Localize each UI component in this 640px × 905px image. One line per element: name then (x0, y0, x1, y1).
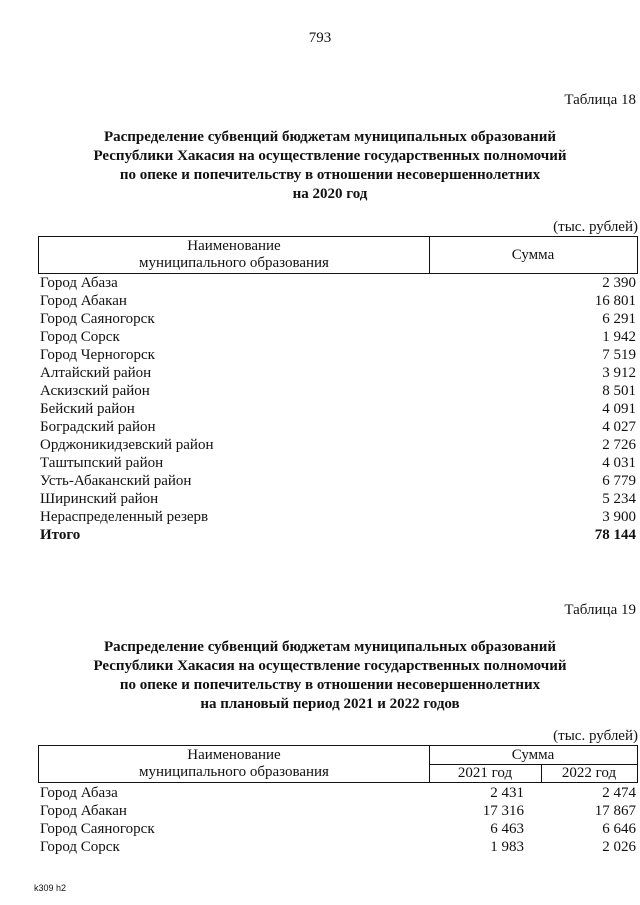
total-label: Итого (40, 527, 81, 543)
row-name: Боградский район (40, 419, 156, 435)
table-19-units: (тыс. рублей) (553, 728, 638, 744)
row-name: Город Саяногорск (40, 821, 155, 837)
footer-code: k309 h2 (34, 883, 67, 893)
row-name: Таштыпский район (40, 455, 164, 471)
table-row (38, 802, 638, 820)
table-row (38, 274, 638, 292)
total-value: 78 144 (594, 527, 636, 543)
table-19-title: Распределение субвенций бюджетам муниципальных образований Республики Хакасия на осуществление государственных полномочий по опеке и попечительству в отношении несовершеннолетних на плановый период 2021 и 2022 годов (93, 639, 567, 712)
row-name: Усть-Абаканский район (40, 473, 192, 489)
row-value-2021: 1 983 (490, 839, 524, 855)
table-row (38, 310, 638, 328)
header-year-2022: 2022 год (561, 765, 617, 781)
row-value-2022: 6 646 (602, 821, 636, 837)
table-18-label: Таблица 18 (564, 92, 636, 108)
header-year-2021: 2021 год (429, 764, 542, 782)
row-value: 8 501 (602, 383, 636, 399)
row-value: 6 779 (602, 473, 636, 489)
row-value: 3 900 (602, 509, 636, 525)
row-name: Город Саяногорск (40, 311, 155, 327)
table-row (38, 454, 638, 472)
table-row (38, 472, 638, 490)
table-row (38, 346, 638, 364)
row-name: Город Сорск (40, 839, 120, 855)
table-row (38, 436, 638, 454)
table-19-header (38, 745, 638, 783)
row-value: 2 726 (602, 437, 636, 453)
row-name: Орджоникидзевский район (40, 437, 214, 453)
table-18-header (38, 236, 638, 274)
table-row (38, 418, 638, 436)
row-value-2021: 2 431 (490, 785, 524, 801)
row-value: 4 031 (602, 455, 636, 471)
table-row (38, 820, 638, 838)
row-name: Аскизский район (40, 383, 150, 399)
table-18-title: Распределение субвенций бюджетам муниципальных образований Республики Хакасия на осуществление государственных полномочий по опеке и попечительству в отношении несовершеннолетних на 2020 год (93, 129, 567, 202)
table-row (38, 838, 638, 856)
row-value-2022: 17 867 (594, 803, 636, 819)
header-sum-cell: Сумма (511, 247, 555, 263)
table-row (38, 364, 638, 382)
row-value-2022: 2 026 (602, 839, 636, 855)
page-number: 793 (308, 30, 332, 46)
table-row (38, 784, 638, 802)
row-name: Алтайский район (40, 365, 152, 381)
table-row (38, 328, 638, 346)
row-name: Бейский район (40, 401, 135, 417)
table-row (38, 400, 638, 418)
row-name: Нераспределенный резерв (40, 509, 209, 525)
header-name-cell: Наименование муниципального образования (39, 746, 430, 782)
row-value: 16 801 (594, 293, 636, 309)
table-row (38, 292, 638, 310)
row-name: Ширинский район (40, 491, 159, 507)
row-name: Город Черногорск (40, 347, 155, 363)
header-sum-cell: Сумма (429, 746, 637, 765)
row-name: Город Абакан (40, 803, 127, 819)
row-value: 3 912 (602, 365, 636, 381)
row-value-2022: 2 474 (602, 785, 636, 801)
table-19-label: Таблица 19 (564, 602, 636, 618)
table-row (38, 508, 638, 526)
table-19-body (38, 784, 638, 856)
row-value: 1 942 (602, 329, 636, 345)
row-value: 7 519 (602, 347, 636, 363)
row-value: 6 291 (602, 311, 636, 327)
table-row (38, 382, 638, 400)
row-value: 2 390 (602, 275, 636, 291)
row-name: Город Абакан (40, 293, 127, 309)
row-name: Город Абаза (40, 785, 118, 801)
row-name: Город Абаза (40, 275, 118, 291)
header-name-cell: Наименование муниципального образования (39, 237, 430, 273)
row-name: Город Сорск (40, 329, 120, 345)
row-value: 5 234 (602, 491, 636, 507)
table-18-body (38, 274, 638, 544)
table-row (38, 490, 638, 508)
row-value: 4 027 (602, 419, 636, 435)
total-row (38, 526, 638, 544)
row-value: 4 091 (602, 401, 636, 417)
row-value-2021: 17 316 (482, 803, 524, 819)
table-18-units: (тыс. рублей) (553, 219, 638, 235)
row-value-2021: 6 463 (490, 821, 524, 837)
